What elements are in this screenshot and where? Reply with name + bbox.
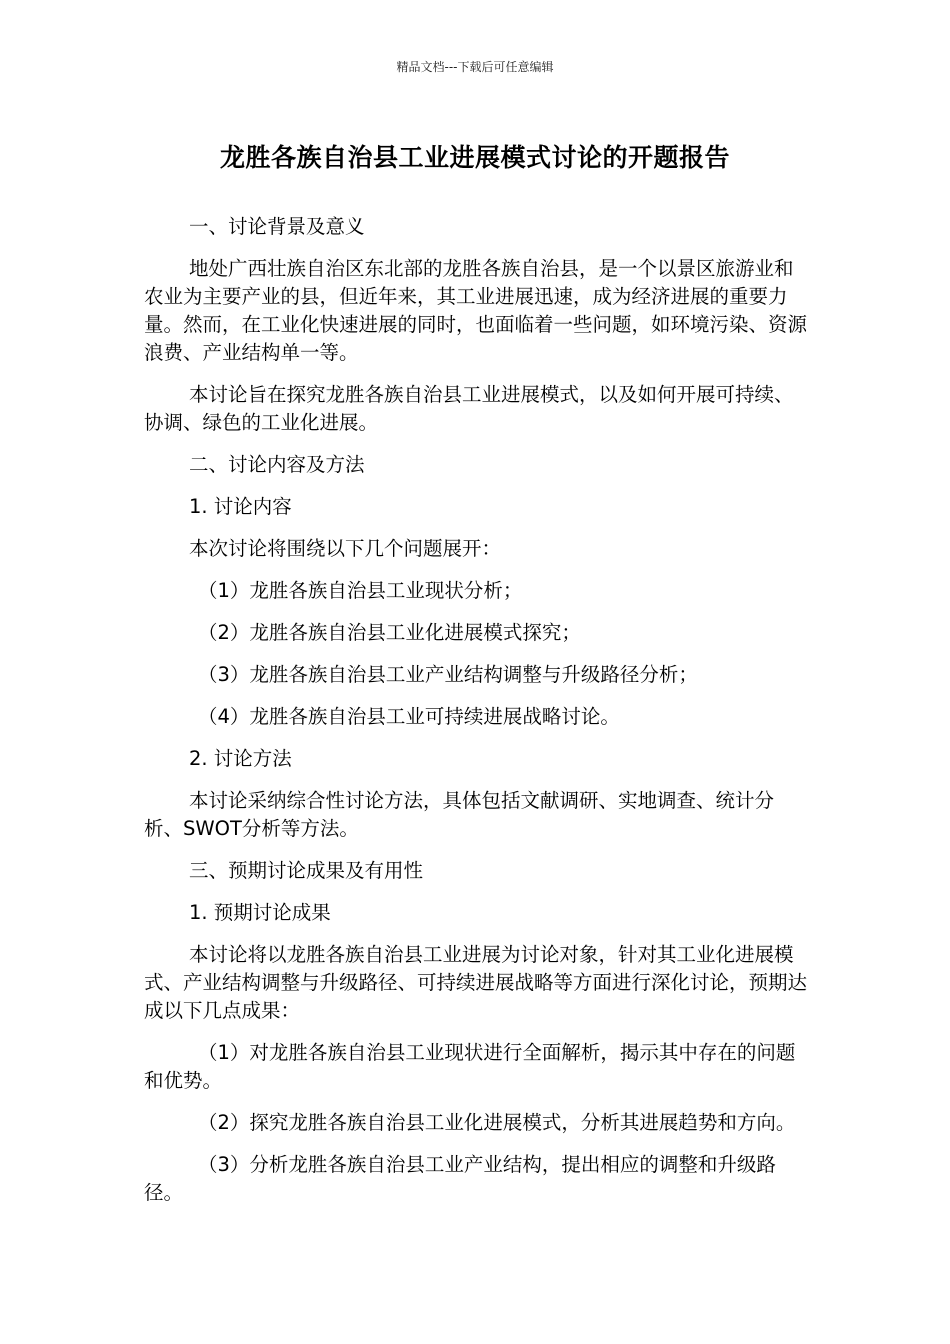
paragraph-results-intro: 本讨论将以龙胜各族自治县工业进展为讨论对象，针对其工业化进展模式、产业结构调整与升级路径、可持续进展战略等方面进行深化讨论，预期达成以下几点成果： (144, 943, 808, 1022)
section-heading-3: 三、预期讨论成果及有用性 (189, 859, 424, 882)
subsection-heading-results: 1. 预期讨论成果 (189, 901, 331, 924)
list-item: （3）龙胜各族自治县工业产业结构调整与升级路径分析； (198, 663, 698, 686)
list-item: （2）龙胜各族自治县工业化进展模式探究； (198, 621, 581, 644)
subsection-heading-content: 1. 讨论内容 (189, 495, 292, 518)
paragraph-background: 地处广西壮族自治区东北部的龙胜各族自治县，是一个以景区旅游业和农业为主要产业的县，但近年来，其工业进展迅速，成为经济进展的重要力量。然而，在工业化快速进展的同时，也面临着一些问题，如环境污染、资源浪费、产业结构单一等。 (144, 257, 808, 364)
section-heading-2: 二、讨论内容及方法 (189, 453, 365, 476)
list-item: （2）探究龙胜各族自治县工业化进展模式，分析其进展趋势和方向。 (198, 1111, 796, 1134)
list-item: （1）对龙胜各族自治县工业现状进行全面解析，揭示其中存在的问题和优势。 (144, 1041, 796, 1092)
document-title: 龙胜各族自治县工业进展模式讨论的开题报告 (219, 143, 730, 172)
paragraph-purpose: 本讨论旨在探究龙胜各族自治县工业进展模式，以及如何开展可持续、协调、绿色的工业化进展。 (144, 383, 794, 434)
list-item: （3）分析龙胜各族自治县工业产业结构，提出相应的调整和升级路径。 (144, 1153, 776, 1204)
document-body (144, 213, 810, 1221)
paragraph-content-intro: 本次讨论将围绕以下几个问题展开： (189, 537, 502, 560)
subsection-heading-method: 2. 讨论方法 (189, 747, 292, 770)
section-heading-1: 一、讨论背景及意义 (189, 215, 365, 238)
page-header: 精品文档---下载后可任意编辑 (396, 60, 554, 74)
list-item: （1）龙胜各族自治县工业现状分析； (198, 579, 523, 602)
paragraph-method: 本讨论采纳综合性讨论方法，具体包括文献调研、实地调查、统计分析、SWOT分析等方法。 (144, 789, 775, 840)
list-item: （4）龙胜各族自治县工业可持续进展战略讨论。 (198, 705, 620, 728)
